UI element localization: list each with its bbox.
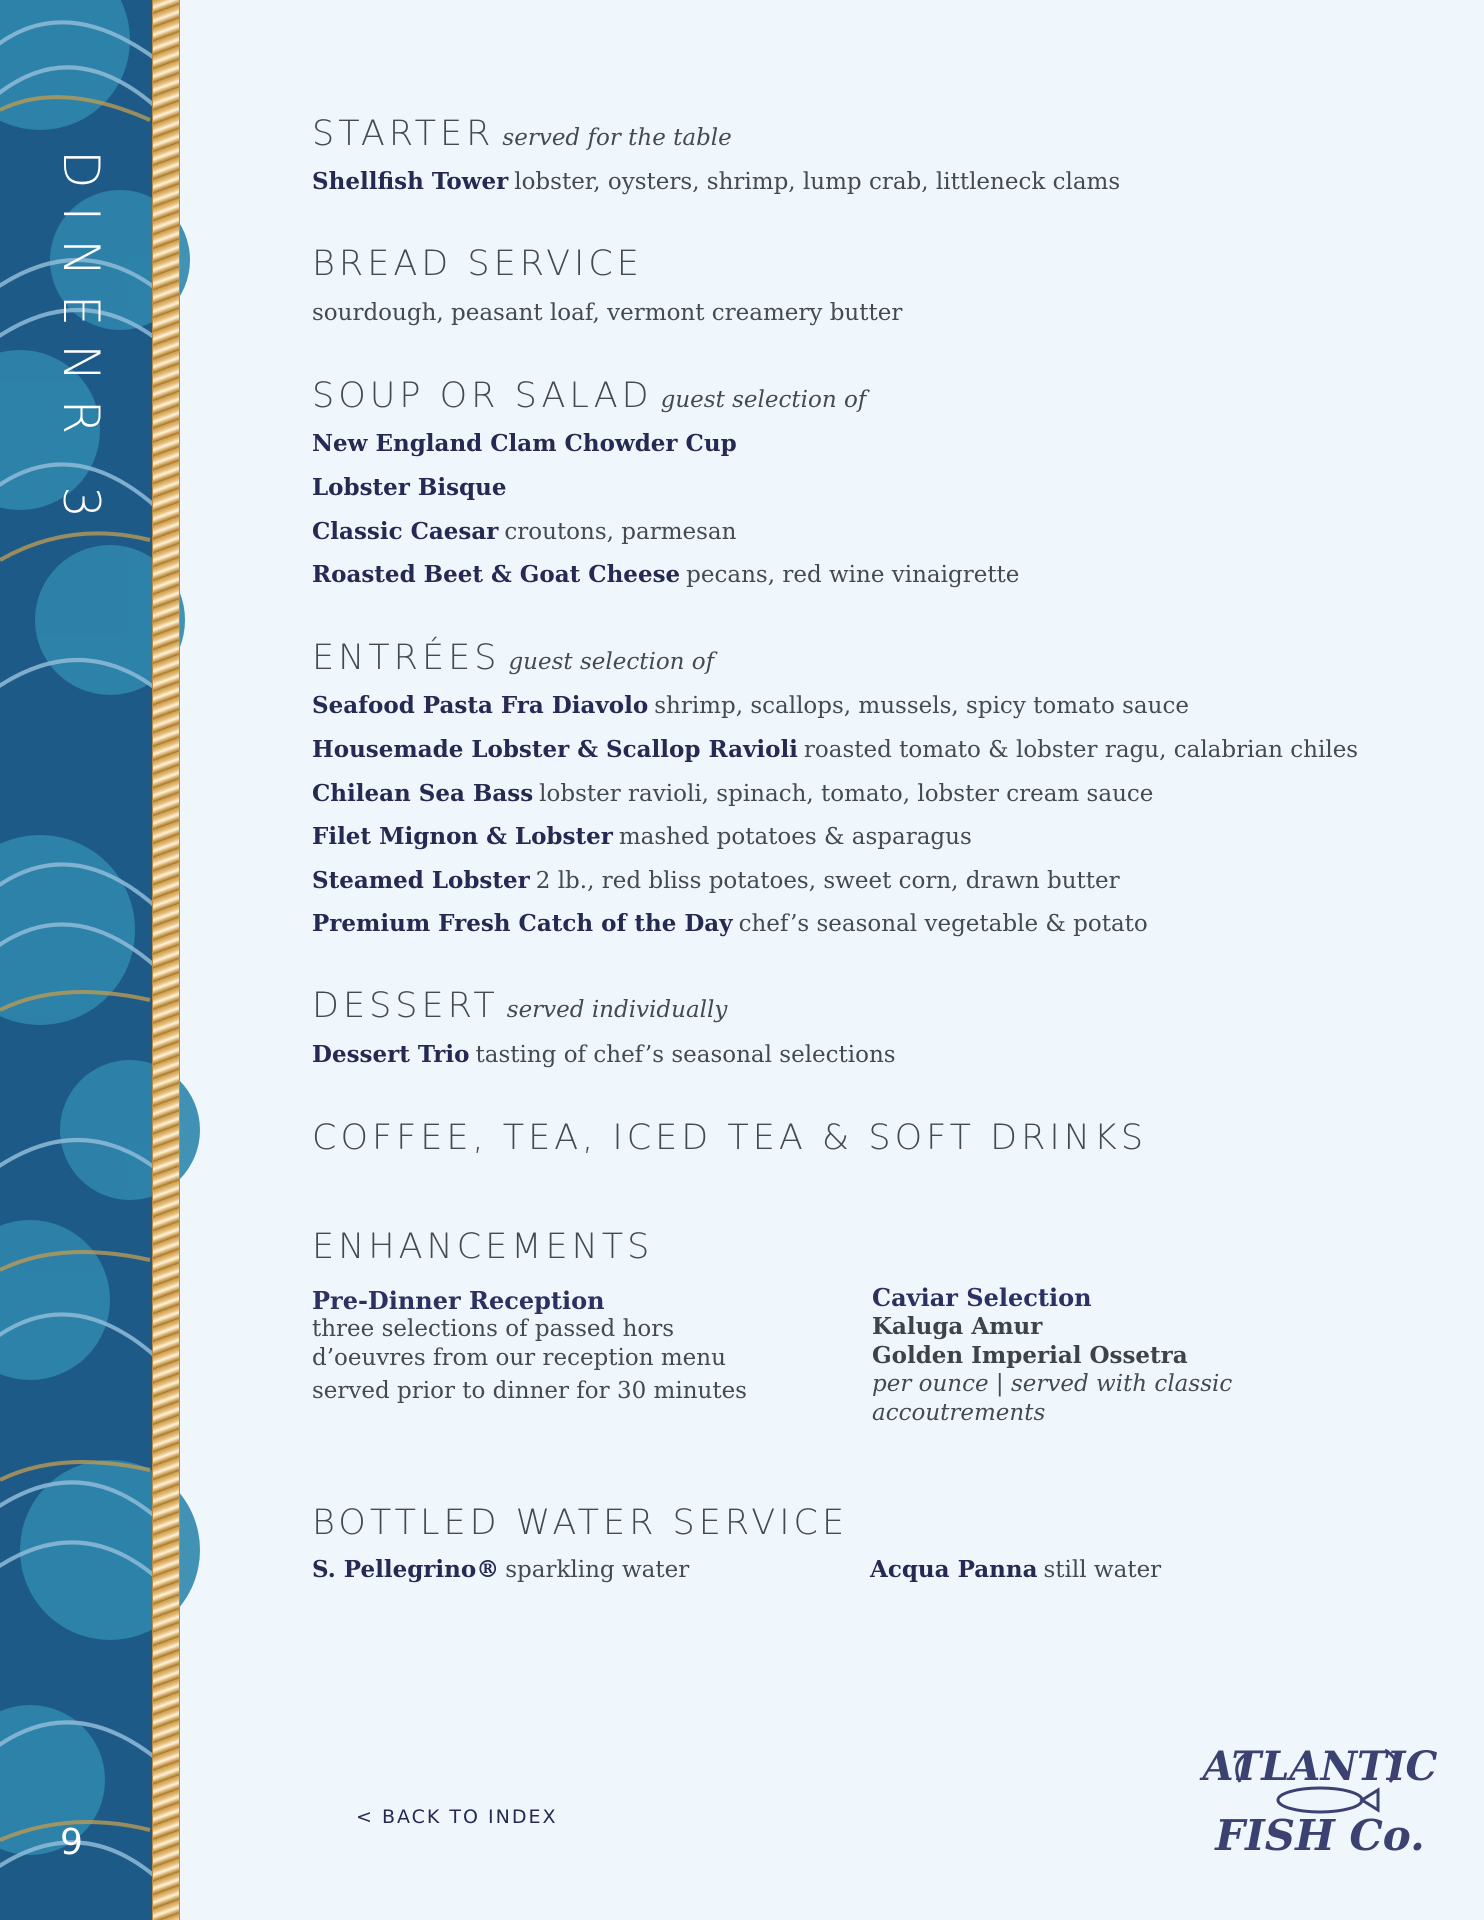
dessert-heading: DESSERT xyxy=(312,986,499,1026)
section-heading-enhancements: ENHANCEMENTS xyxy=(312,1227,654,1267)
caviar-title: Caviar Selection xyxy=(872,1283,1092,1312)
item-desc: chef’s seasonal vegetable & potato xyxy=(738,911,1148,937)
reception-line: three selections of passed hors xyxy=(312,1316,675,1342)
section-heading-entrees xyxy=(312,638,714,678)
caviar-block xyxy=(872,1283,1232,1428)
item-name: Classic Caesar xyxy=(312,518,499,545)
caviar-note: accoutrements xyxy=(872,1400,1046,1426)
soup-heading: SOUP OR SALAD xyxy=(312,376,653,416)
menu-item xyxy=(312,823,972,850)
item-name: Chilean Sea Bass xyxy=(312,780,534,807)
item-desc: tasting of chef’s seasonal selections xyxy=(475,1042,896,1068)
soup-note: guest selection of xyxy=(660,387,867,413)
vertical-menu-title: DINENR 3 xyxy=(52,150,110,537)
menu-item xyxy=(312,780,1153,807)
menu-item xyxy=(870,1556,1161,1583)
section-heading-dessert xyxy=(312,986,727,1026)
caviar-option: Kaluga Amur xyxy=(872,1313,1043,1340)
menu-item xyxy=(312,1041,896,1068)
menu-item xyxy=(312,168,1120,195)
entrees-note: guest selection of xyxy=(508,649,715,675)
entrees-heading: ENTRÉES xyxy=(312,638,501,678)
item-desc: lobster ravioli, spinach, tomato, lobster cream sauce xyxy=(539,781,1154,807)
item-name: Housemade Lobster & Scallop Ravioli xyxy=(312,736,798,763)
section-heading-soup xyxy=(312,376,866,416)
reception-line: d’oeuvres from our reception menu xyxy=(312,1345,726,1371)
item-desc: mashed potatoes & asparagus xyxy=(618,824,972,850)
item-desc: 2 lb., red bliss potatoes, sweet corn, drawn butter xyxy=(535,868,1120,894)
section-heading-bread: BREAD SERVICE xyxy=(312,244,643,284)
bread-desc: sourdough, peasant loaf, vermont creamery butter xyxy=(312,300,903,326)
item-name: Lobster Bisque xyxy=(312,474,507,501)
menu-item xyxy=(312,474,513,501)
starter-heading: STARTER xyxy=(312,114,495,154)
menu-item xyxy=(312,1556,689,1583)
caviar-option: Golden Imperial Ossetra xyxy=(872,1342,1188,1369)
item-name: Shellfish Tower xyxy=(312,168,509,195)
reception-block xyxy=(312,1286,747,1406)
section-heading-drinks: COFFEE, TEA, ICED TEA & SOFT DRINKS xyxy=(312,1118,1148,1158)
dessert-note: served individually xyxy=(506,997,728,1023)
menu-item xyxy=(312,910,1148,937)
menu-item xyxy=(312,430,743,457)
item-desc: sparkling water xyxy=(505,1557,690,1583)
item-name: S. Pellegrino® xyxy=(312,1556,500,1583)
item-name: New England Clam Chowder Cup xyxy=(312,430,737,457)
page-number: 9 xyxy=(60,1822,83,1863)
item-name: Premium Fresh Catch of the Day xyxy=(312,910,733,937)
item-desc: pecans, red wine vinaigrette xyxy=(686,562,1020,588)
item-desc: shrimp, scallops, mussels, spicy tomato sauce xyxy=(654,693,1189,719)
menu-item xyxy=(312,867,1120,894)
item-name: Dessert Trio xyxy=(312,1041,470,1068)
atlantic-fish-co-logo xyxy=(1202,1722,1438,1872)
caviar-note: per ounce | served with classic xyxy=(872,1371,1233,1397)
item-desc: still water xyxy=(1043,1557,1162,1583)
reception-title: Pre-Dinner Reception xyxy=(312,1286,605,1315)
section-heading-starter xyxy=(312,114,732,154)
item-name: Filet Mignon & Lobster xyxy=(312,823,613,850)
back-to-index-link[interactable]: < BACK TO INDEX xyxy=(356,1806,558,1828)
menu-item xyxy=(312,736,1358,763)
logo-text: FISH Co. xyxy=(1215,1811,1425,1860)
item-name: Acqua Panna xyxy=(870,1556,1038,1583)
item-desc: lobster, oysters, shrimp, lump crab, littleneck clams xyxy=(514,169,1121,195)
item-desc: roasted tomato & lobster ragu, calabrian chiles xyxy=(803,737,1359,763)
item-name: Steamed Lobster xyxy=(312,867,530,894)
menu-item xyxy=(312,561,1019,588)
reception-line: served prior to dinner for 30 minutes xyxy=(312,1378,747,1404)
rope-border xyxy=(152,0,180,1920)
wave-pattern-band xyxy=(0,0,152,1920)
section-heading-water: BOTTLED WATER SERVICE xyxy=(312,1503,849,1543)
item-name: Seafood Pasta Fra Diavolo xyxy=(312,692,649,719)
menu-item xyxy=(312,518,736,545)
item-name: Roasted Beet & Goat Cheese xyxy=(312,561,681,588)
logo-text: ATLANTIC xyxy=(1202,1743,1438,1790)
menu-item xyxy=(312,692,1189,719)
starter-note: served for the table xyxy=(502,125,732,151)
item-desc: croutons, parmesan xyxy=(504,519,737,545)
